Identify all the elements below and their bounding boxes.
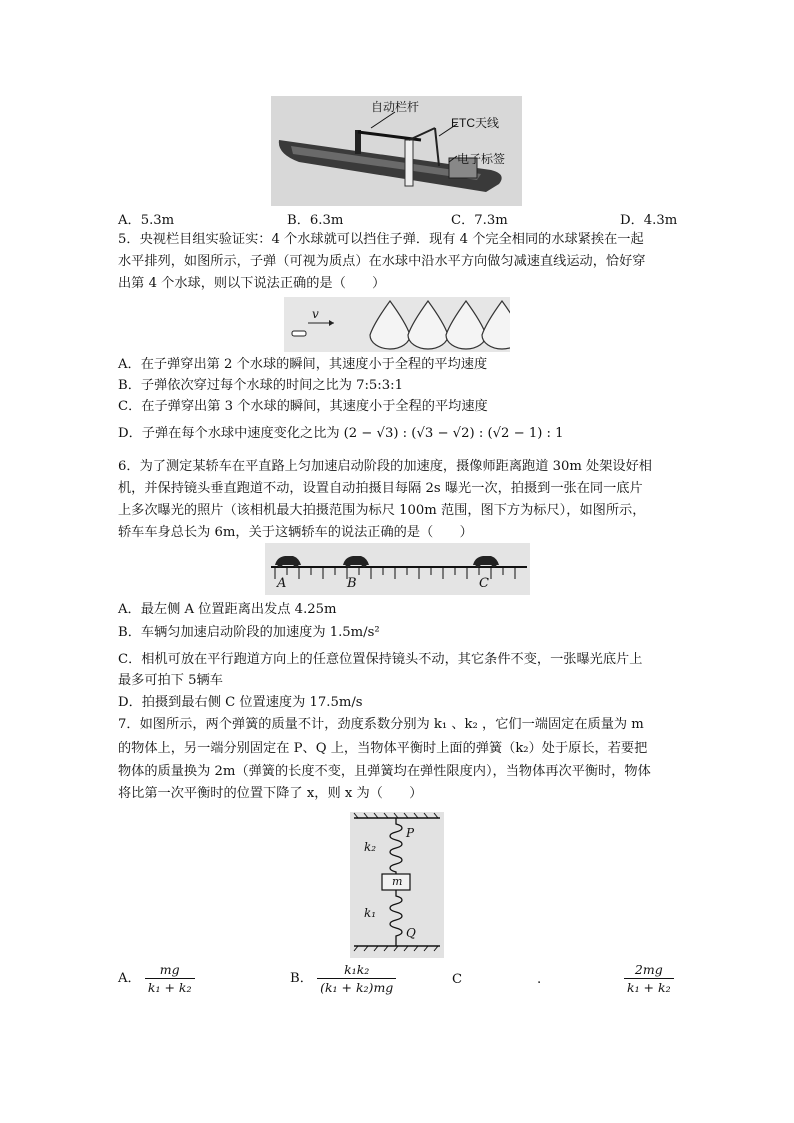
q7-stem-line-3: 物体的质量换为 2m（弹簧的长度不变，且弹簧均在弹性限度内），当物体再次平衡时，物体 [118,764,651,779]
car-label-b: B [347,576,357,591]
q7-option-a-denominator: k₁ + k₂ [145,978,195,995]
q7-option-a-label: A． [118,971,141,986]
velocity-label: v [312,307,319,321]
q7-option-c-dot: . [537,972,542,987]
q5-option-c: C．在子弹穿出第 3 个水球的瞬间，其速度小于全程的平均速度 [118,399,488,414]
ruler-and-cars-illustration [265,543,530,595]
mass-label-m: m [392,875,403,888]
q7-option-a-numerator: mg [159,962,180,977]
q5-stem-line-3: 出第 4 个水球，则以下说法正确的是（ ） [118,276,386,291]
q5-option-b: B．子弹依次穿过每个水球的时间之比为 7:5:3:1 [118,378,403,393]
q7-option-d [624,962,674,995]
q5-option-d-expr: (2 − √3) : (√3 − √2) : (√2 − 1) : 1 [343,426,564,441]
q7-option-b [290,962,396,995]
car-exposure-figure [265,543,530,595]
q7-option-d-numerator: 2mg [634,962,663,977]
q7-stem-line-1: 7．如图所示，两个弹簧的质量不计，劲度系数分别为 k₁ 、k₂ ，它们一端固定在质量为 m [118,717,644,732]
q7-stem-line-4: 将比第一次平衡时的位置下降了 x，则 x 为（ ） [118,786,423,801]
q7-option-a [118,962,195,995]
q5-option-d [118,424,564,444]
label-electronic-tag: 电子标签 [457,152,506,166]
q5-option-d-text: D．子弹在每个水球中速度变化之比为 [118,426,340,441]
q4-option-a: A．5.3m [118,213,175,228]
q7-option-a-fraction [145,962,195,995]
q7-option-d-denominator: k₁ + k₂ [624,978,674,995]
q6-stem-line-2: 机，并保持镜头垂直跑道不动，设置自动拍摄目每隔 2s 曝光一次，拍摄到一张在同一底片 [118,481,643,496]
q4-option-d: D．4.3m [620,213,678,228]
q6-stem-line-3: 上多次曝光的照片（该相机最大拍摄范围为标尺 100m 范围，图下方为标尺），如图所示， [118,503,646,518]
q7-option-c-label: C [452,972,463,987]
q6-option-b: B．车辆匀加速启动阶段的加速度为 1.5m/s² [118,625,380,640]
q7-option-d-fraction [624,962,674,995]
q5-option-a: A．在子弹穿出第 2 个水球的瞬间，其速度小于全程的平均速度 [118,357,488,372]
spring-figure [350,812,444,958]
q6-option-d: D．拍摄到最右侧 C 位置速度为 17.5m/s [118,695,363,710]
q6-stem-line-1: 6．为了测定某轿车在平直路上匀加速启动阶段的加速度，摄像师距离跑道 30m 处架设好相 [118,459,652,474]
spring-label-p: P [406,826,415,840]
car-label-a: A [277,576,287,591]
q7-option-b-denominator: (k₁ + k₂)mg [317,978,396,995]
q6-option-c-line-1: C．相机可放在平行跑道方向上的任意位置保持镜头不动，其它条件不变，一张曝光底片上 [118,652,643,667]
water-balls-illustration [284,297,510,352]
q7-option-c [452,972,462,987]
q7-option-b-numerator: k₁k₂ [344,962,370,977]
label-etc-antenna: ETC天线 [451,116,500,130]
q5-stem-line-1: 5．央视栏目组实验证实：4 个水球就可以挡住子弹．现有 4 个完全相同的水球紧挨在一起 [118,232,644,247]
spring-label-k2: k₂ [364,840,377,854]
label-auto-gate: 自动栏杆 [371,100,420,114]
q5-stem-line-2: 水平排列，如图所示，子弹（可视为质点）在水球中沿水平方向做匀减速直线运动，恰好穿 [118,254,646,269]
q7-stem-line-2: 的物体上，另一端分别固定在 P、Q 上，当物体平衡时上面的弹簧（k₂）处于原长，若要把 [118,741,648,756]
q4-option-c: C．7.3m [451,213,508,228]
water-balls-figure [284,297,510,352]
q7-option-b-label: B． [290,971,313,986]
spring-label-k1: k₁ [364,906,377,920]
q6-option-c-line-2: 最多可拍下 5辆车 [118,673,223,688]
q6-option-a: A．最左侧 A 位置距离出发点 4.25m [118,602,337,617]
spring-label-q: Q [406,926,416,940]
etc-toll-figure [271,96,522,206]
car-label-c: C [479,576,489,591]
q7-option-b-fraction [317,962,396,995]
q6-stem-line-4: 轿车车身总长为 6m，关于这辆轿车的说法正确的是（ ） [118,525,473,540]
q4-option-b: B．6.3m [287,213,344,228]
